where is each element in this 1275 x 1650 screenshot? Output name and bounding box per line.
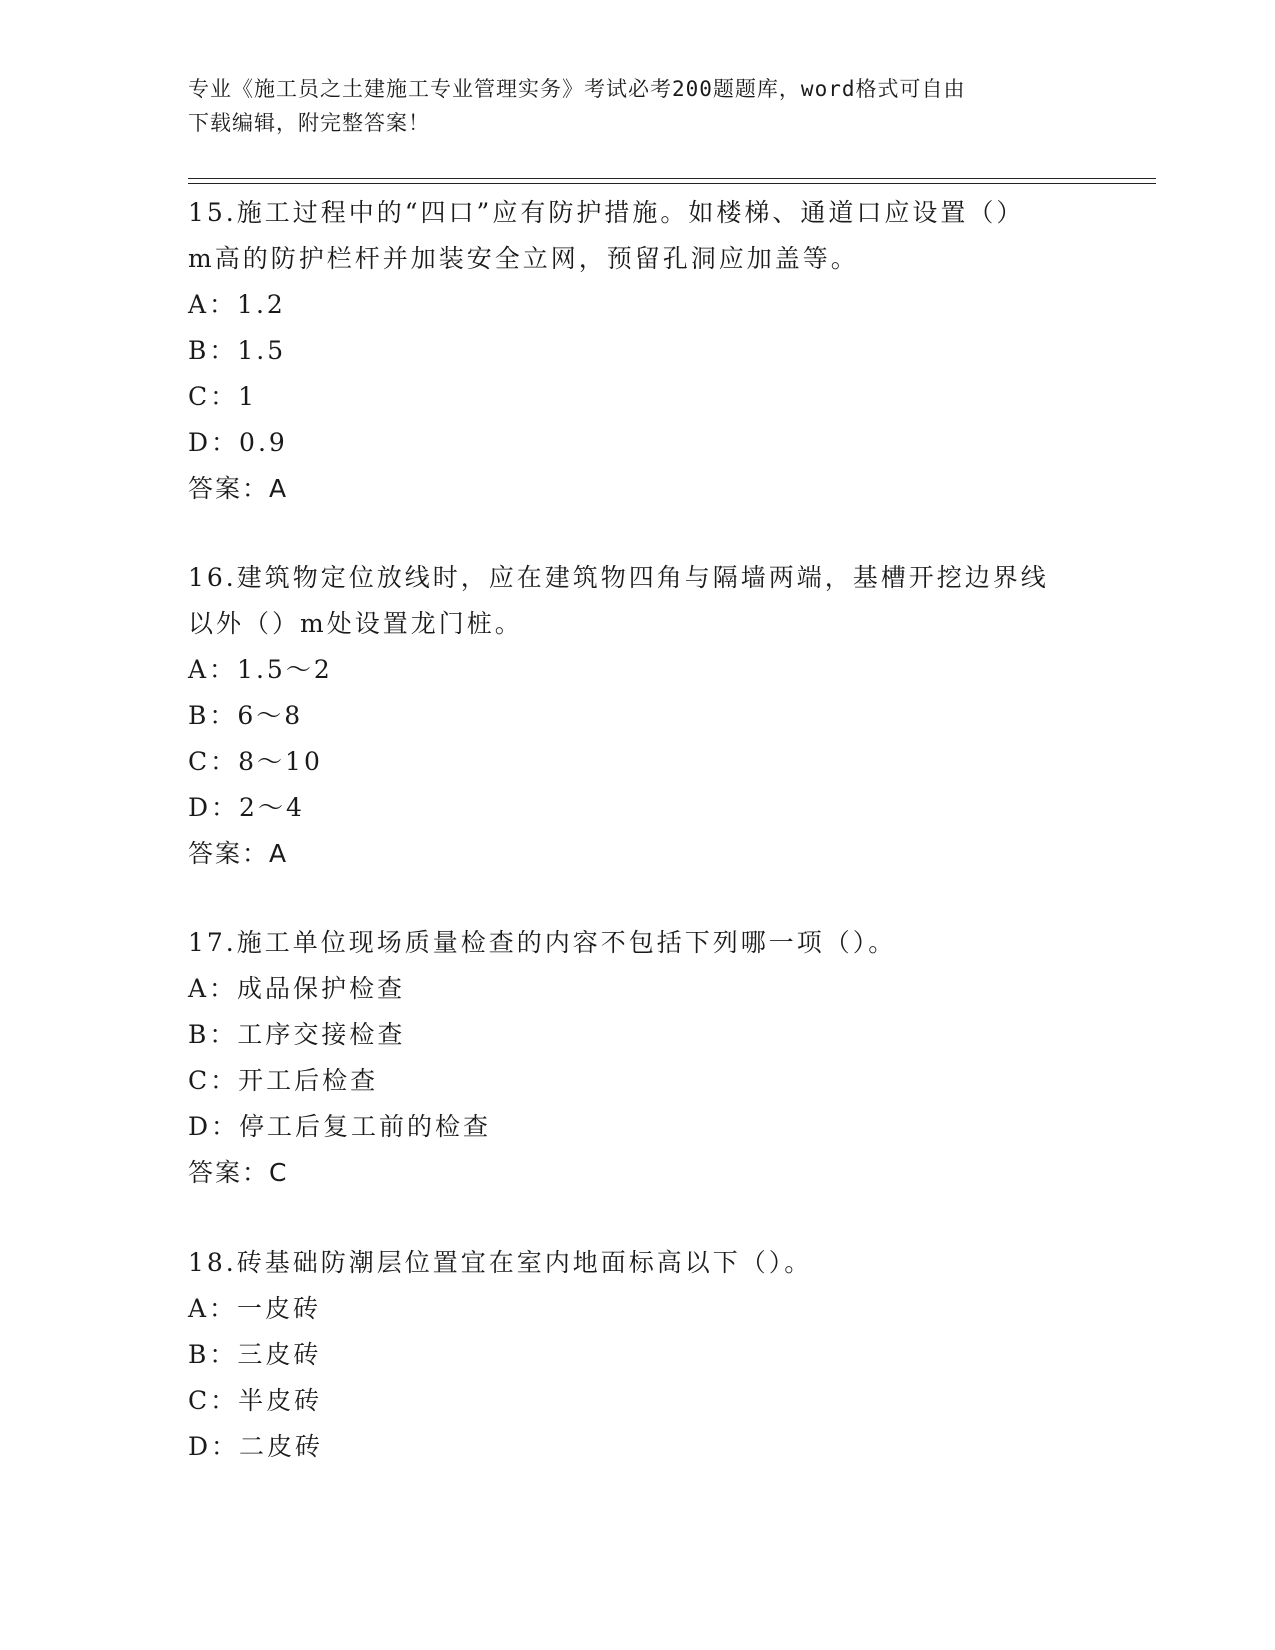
option-c: C：1 — [188, 382, 258, 411]
answer: 答案：A — [188, 474, 289, 503]
question-18 — [188, 1240, 1088, 1470]
question-15 — [188, 190, 1088, 512]
option-a: A：成品保护检查 — [188, 974, 406, 1003]
question-stem-line-1: 16.建筑物定位放线时，应在建筑物四角与隔墙两端，基槽开挖边界线 — [188, 563, 1049, 592]
option-c: C：开工后检查 — [188, 1066, 379, 1095]
header-line-1: 专业《施工员之土建施工专业管理实务》考试必考200题题库，word格式可自由 — [188, 77, 966, 101]
question-stem-line-1: 15.施工过程中的“四口”应有防护措施。如楼梯、通道口应设置（） — [188, 198, 1025, 227]
option-b: B：工序交接检查 — [188, 1020, 406, 1049]
option-d: D：2～4 — [188, 793, 305, 822]
header-divider-bottom — [188, 183, 1156, 184]
option-b: B：1.5 — [188, 336, 287, 365]
option-c: C：8～10 — [188, 747, 323, 776]
header-line-2: 下载编辑，附完整答案！ — [188, 111, 430, 135]
answer: 答案：C — [188, 1158, 289, 1187]
option-b: B：6～8 — [188, 701, 304, 730]
option-c: C：半皮砖 — [188, 1386, 323, 1415]
question-16 — [188, 555, 1088, 877]
question-stem-line-1: 17.施工单位现场质量检查的内容不包括下列哪一项（）。 — [188, 928, 897, 957]
question-stem-line-2: 以外（）m处设置龙门桩。 — [188, 609, 523, 638]
option-a: A：1.2 — [188, 290, 286, 319]
option-a: A：一皮砖 — [188, 1294, 322, 1323]
question-17 — [188, 920, 1088, 1196]
header-divider-top — [188, 178, 1156, 179]
question-stem-line-2: m高的防护栏杆并加装安全立网，预留孔洞应加盖等。 — [188, 244, 859, 273]
option-b: B：三皮砖 — [188, 1340, 322, 1369]
question-stem-line-1: 18.砖基础防潮层位置宜在室内地面标高以下（）。 — [188, 1248, 813, 1277]
option-d: D：停工后复工前的检查 — [188, 1112, 492, 1141]
option-d: D：二皮砖 — [188, 1432, 324, 1461]
option-d: D：0.9 — [188, 428, 288, 457]
option-a: A：1.5～2 — [188, 655, 333, 684]
answer: 答案：A — [188, 839, 289, 868]
document-header — [188, 72, 1088, 140]
